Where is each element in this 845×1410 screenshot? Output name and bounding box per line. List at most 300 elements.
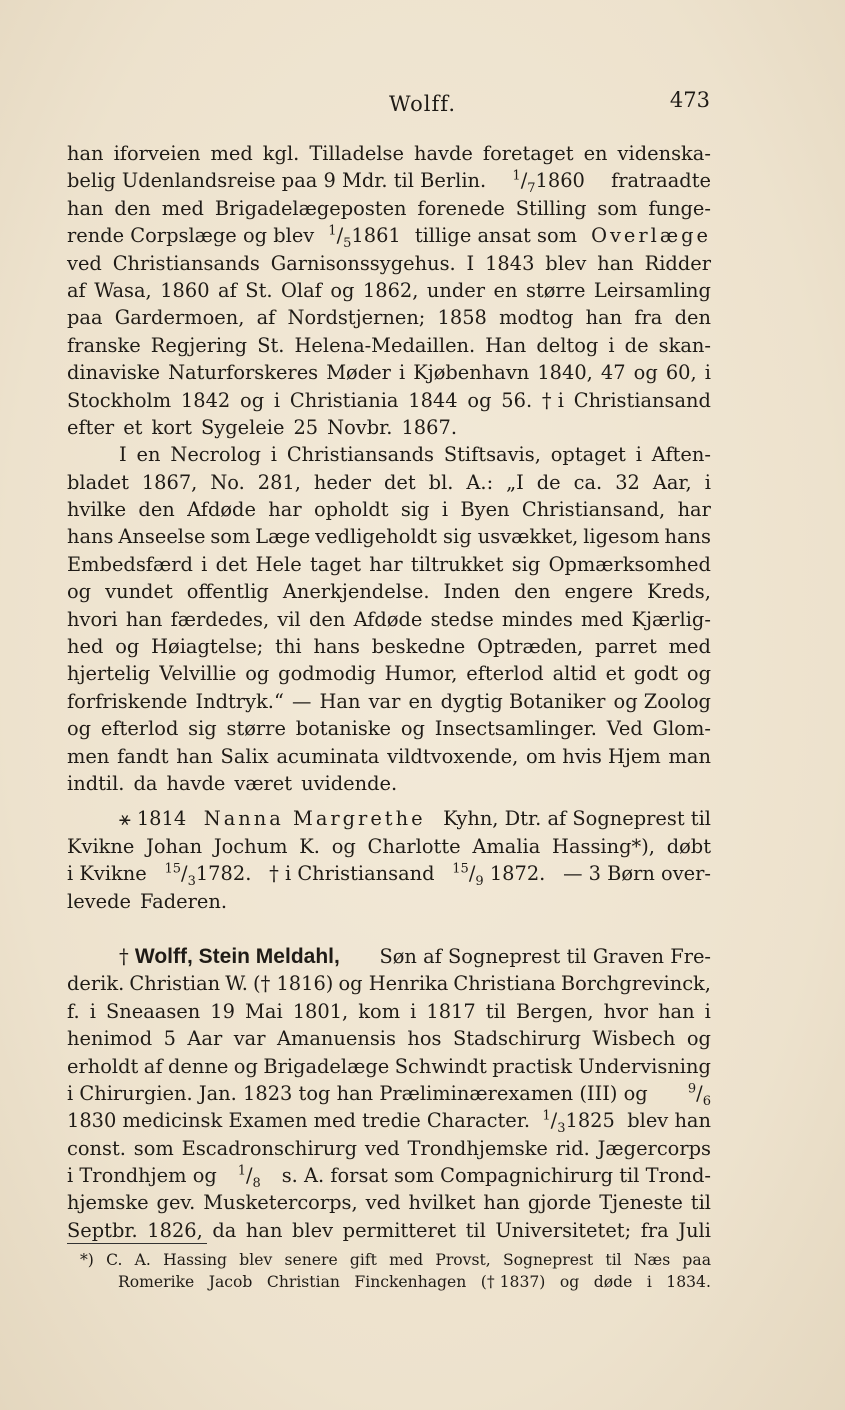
text-line [67, 743, 711, 770]
word: ved [67, 251, 102, 275]
word: Kreds, [647, 580, 711, 604]
word: Tilladelse [309, 142, 404, 165]
word: 1862, [362, 278, 419, 302]
text-line [67, 715, 711, 742]
word: Insectsamlinger. [434, 717, 597, 741]
word: Faderen. [140, 889, 227, 913]
word: Christiansands [286, 443, 434, 467]
word: Trond- [645, 1164, 711, 1188]
word: han [674, 1109, 711, 1133]
word: thi [275, 635, 302, 659]
word: døbt [666, 834, 711, 858]
word: til [690, 1191, 711, 1215]
word: Chirurgien. [79, 1081, 193, 1105]
word: optaget [550, 443, 626, 467]
word: fratraadte [611, 169, 711, 193]
word: godmodig [278, 662, 376, 686]
word: Bergen, [516, 999, 594, 1023]
word: som [597, 196, 638, 220]
word: heder [313, 470, 372, 494]
word: dygtig Botaniker [440, 689, 606, 713]
word: forfriskende [67, 689, 188, 713]
word: Compagnichirurg [440, 1164, 614, 1188]
word: Kjøbenhavn [413, 361, 530, 385]
word: han [176, 744, 213, 768]
word-group [67, 167, 486, 194]
text-line [67, 1025, 711, 1052]
word: 19 [210, 999, 235, 1023]
word: Corpslæge [130, 224, 237, 248]
word: 1801, [292, 999, 349, 1023]
word: Examen [228, 1109, 308, 1133]
word: beskedne [371, 635, 466, 659]
word: 1867. [401, 415, 457, 439]
date-fraction: $^9/_6$ [687, 1081, 711, 1109]
word: med [161, 196, 204, 220]
word: — [563, 862, 583, 886]
word: 1817 [426, 999, 476, 1023]
word: dinaviske [67, 361, 160, 385]
text-line [67, 1107, 711, 1137]
word-group [379, 943, 711, 970]
word: man [668, 744, 711, 768]
word: tog [298, 1081, 331, 1105]
word: med tredie [313, 1109, 421, 1133]
word: ⚹ [119, 807, 131, 831]
date-fraction: $^1/_8$ [237, 1163, 261, 1191]
word: Børn [607, 862, 655, 886]
word: et [605, 662, 625, 686]
word: han [483, 1191, 520, 1215]
word: Stiftsavis, [443, 443, 541, 467]
word: i [704, 361, 711, 385]
word: hed [67, 635, 104, 659]
word: i [67, 1164, 74, 1188]
word: modtog [499, 306, 574, 330]
word: om hvis Hjem [526, 744, 661, 768]
word: († 1837) [480, 1273, 546, 1291]
word: 60, [665, 361, 697, 385]
word: derik. [67, 972, 125, 996]
word: han [245, 1218, 283, 1242]
word: Aar [187, 1027, 223, 1051]
word: og [686, 662, 711, 686]
word: i [704, 470, 711, 494]
word: færdedes, [170, 607, 270, 631]
word: af [547, 807, 567, 831]
word: i [646, 1273, 652, 1291]
text-line [67, 551, 711, 578]
word: Garnisonssygehus. [270, 251, 456, 275]
word-group [443, 805, 711, 832]
word: hans [67, 525, 114, 549]
word: hjertelig [67, 662, 151, 686]
word: vil [277, 607, 301, 631]
text-line [67, 1162, 711, 1189]
word: et [123, 415, 143, 439]
text-line [67, 1217, 711, 1244]
word: Christiansand [573, 388, 711, 412]
word: 32 [615, 470, 640, 494]
word: Inden [443, 580, 501, 604]
word-group [119, 805, 186, 832]
word: til [566, 944, 587, 968]
word: Christian [266, 1273, 340, 1291]
word: Trondhjem [79, 1164, 187, 1188]
word: Kyhn, [443, 807, 499, 831]
word: Septbr. [67, 1218, 138, 1242]
word: levede [67, 889, 131, 913]
word: Jochum [213, 834, 288, 858]
word: Anerkjendelse. [282, 580, 430, 604]
word: 1830 [67, 1109, 117, 1133]
text-line [67, 970, 711, 997]
word: døde [593, 1273, 633, 1291]
word: 9 [323, 169, 336, 193]
word: Søn [379, 944, 417, 968]
word: paa [67, 306, 103, 330]
text-line [67, 660, 711, 687]
word: havde [413, 142, 473, 165]
word: Mdr. [342, 169, 388, 193]
word: C. [106, 1251, 123, 1269]
word: med [581, 607, 624, 631]
word: 56. [501, 388, 533, 412]
word: Charlotte [367, 834, 461, 858]
word: Afdøde [187, 498, 256, 522]
word: Tjeneste [599, 1191, 683, 1215]
word: til [690, 807, 711, 831]
word: Fre- [670, 944, 711, 968]
word: 5 [163, 1027, 176, 1051]
word: af [218, 278, 237, 302]
word: Leirsamling [593, 278, 711, 302]
word: han [336, 1081, 374, 1105]
word: Sygeleie [200, 415, 285, 439]
word: fra [640, 1218, 669, 1242]
word: ca. [573, 470, 603, 494]
word: foretaget [482, 142, 574, 165]
word: efterlod [100, 717, 179, 741]
word: Gardermoen, [114, 306, 245, 330]
word: været [234, 771, 293, 795]
text-line [67, 860, 711, 890]
word: men [67, 744, 110, 768]
word: franske [67, 333, 141, 357]
word: og [240, 388, 265, 412]
word: i [273, 388, 281, 412]
paragraph-2 [67, 441, 711, 797]
word: i [67, 1081, 74, 1105]
text-line [67, 140, 711, 167]
word: han [585, 306, 623, 330]
text-line [67, 469, 711, 496]
word: som [393, 1164, 434, 1188]
text-line [67, 167, 711, 197]
word: da [133, 771, 158, 795]
word: Møder [326, 361, 391, 385]
word: 281, [257, 470, 301, 494]
word: Christiansand [297, 862, 435, 886]
word: vildtvoxende, [387, 744, 519, 768]
word: var [368, 689, 401, 713]
word: kom [358, 999, 401, 1023]
paragraph-1 [67, 140, 711, 441]
word: sig [511, 552, 541, 576]
word: bl. [428, 470, 454, 494]
word: med [389, 1251, 424, 1269]
word: Romerike [118, 1273, 195, 1291]
text-line [67, 578, 711, 605]
word: stedse [430, 607, 494, 631]
word: ligesom [583, 525, 660, 549]
word: den [674, 306, 711, 330]
word: og [686, 1027, 711, 1051]
text-line [67, 888, 711, 915]
word: Provst, [435, 1251, 491, 1269]
word: Anseelse [118, 525, 206, 549]
word: blev [292, 1218, 334, 1242]
word: hvori [67, 607, 118, 631]
word: og Henrika [338, 972, 449, 996]
word: Character. [426, 1109, 531, 1133]
word: henimod [67, 1027, 153, 1051]
word: 1814 [136, 807, 187, 831]
word: paa [682, 1251, 711, 1269]
word-group [269, 860, 434, 887]
word: altid [552, 662, 597, 686]
word: belig [67, 169, 116, 193]
word: denne [167, 1054, 229, 1078]
word: opholdt [313, 498, 389, 522]
word: botaniske [295, 717, 392, 741]
paragraph-3 [67, 805, 711, 915]
word: større [226, 717, 286, 741]
word: i [67, 862, 74, 886]
footnote-line [80, 1271, 711, 1293]
word: Johan [146, 834, 203, 858]
word: Hassing [163, 1251, 228, 1269]
word: i [704, 999, 711, 1023]
word: Wisbech [592, 1027, 676, 1051]
date-fraction: $^{15}/_9$ 1872. [452, 861, 546, 890]
word: 1842 [180, 388, 231, 412]
text-line [67, 387, 711, 414]
text-line [67, 359, 711, 386]
word: erholdt [67, 1054, 139, 1078]
word: Han [319, 689, 361, 713]
word: Humor, [384, 662, 458, 686]
dagger-symbol: † [119, 944, 129, 968]
word: 1823 [243, 1081, 293, 1105]
word: vundet [105, 580, 173, 604]
word: Graven [592, 944, 665, 968]
text-line [67, 277, 711, 304]
word: rende [67, 224, 125, 248]
text-line [67, 195, 711, 222]
footnote-line [80, 1249, 711, 1271]
word: det [384, 470, 416, 494]
word: ved [364, 1136, 400, 1160]
word: en [408, 689, 433, 713]
word: til [619, 1164, 640, 1188]
word: senere [284, 1251, 338, 1269]
word-group [67, 1107, 530, 1134]
word: Byen [460, 498, 510, 522]
word: og [623, 1081, 648, 1105]
word: Indtryk.“ [195, 689, 284, 713]
word: Glom- [652, 717, 711, 741]
word: St. [245, 278, 273, 302]
word: tiltrukket [410, 552, 504, 576]
text-line [67, 222, 711, 252]
word: Necrolog [170, 443, 261, 467]
entry-name: Wolff, Stein Meldahl, [134, 944, 340, 968]
word: har [369, 552, 403, 576]
word: efterlod [466, 662, 544, 686]
date-fraction: $^1/_71860$ [512, 168, 585, 197]
biography-entry [67, 943, 711, 1244]
word-group [563, 860, 711, 887]
word: Sogneprest [502, 1251, 594, 1269]
word: Mai [245, 999, 283, 1023]
word: 3 [588, 862, 601, 886]
word: den [114, 196, 151, 220]
word: Salix [220, 744, 269, 768]
word: Musketercorps, [203, 1191, 358, 1215]
word: iforveien [113, 142, 201, 165]
word: permitteret [342, 1218, 457, 1242]
word: han [67, 196, 104, 220]
word: tillige [414, 224, 472, 248]
word: Amanuensis [276, 1027, 396, 1051]
date-fraction: $^1/_51861$ [328, 223, 401, 252]
word: A.: [466, 470, 494, 494]
text-line [67, 250, 711, 277]
word-group [67, 1162, 217, 1189]
word: gift [349, 1251, 377, 1269]
word: Nordstjernen; [287, 306, 426, 330]
word: med [668, 635, 711, 659]
text-line [67, 1135, 711, 1162]
word: † [269, 862, 279, 886]
word: Stockholm [67, 388, 172, 412]
word: Ridder [644, 251, 711, 275]
word: blev [273, 224, 315, 248]
word: efter [67, 415, 115, 439]
footnote-rule [67, 1243, 207, 1244]
page-number: 473 [669, 88, 710, 112]
word-group [67, 860, 147, 887]
word: og [233, 1054, 258, 1078]
word: og Zoolog [613, 689, 711, 713]
word: 1858 [437, 306, 487, 330]
word: K. [299, 834, 320, 858]
word: har [677, 498, 711, 522]
word: Christiansand, [521, 498, 666, 522]
word: i [398, 361, 406, 385]
word: I [119, 443, 127, 467]
word: har [268, 498, 302, 522]
word: const. [67, 1136, 126, 1160]
word: blev [239, 1251, 273, 1269]
word: Embedsfærd [67, 552, 193, 576]
word: en [583, 142, 608, 165]
word: Præliminærexamen [379, 1081, 574, 1105]
word: og [67, 580, 92, 604]
body-text [67, 140, 711, 1244]
word: de [624, 333, 649, 357]
word: og [242, 224, 268, 248]
footnote [80, 1249, 711, 1293]
word: han [658, 999, 695, 1023]
date-fraction: $^1/_31825$ [542, 1108, 615, 1137]
word: 1844 [408, 388, 458, 412]
word: blev [627, 1109, 669, 1133]
word: de [536, 470, 561, 494]
word: vedligeholdt sig usvækket, [315, 525, 579, 549]
word: i [284, 862, 292, 886]
word: Afdøde [353, 607, 423, 631]
word: Olaf [281, 278, 322, 302]
word: 1834. [666, 1273, 711, 1291]
word: Stilling [515, 196, 587, 220]
word: practisk Undervisning [492, 1054, 711, 1078]
word: Høiagtelse; [151, 635, 264, 659]
word: acuminata [276, 744, 380, 768]
word: Læge [255, 525, 311, 549]
word: til [605, 1251, 622, 1269]
word: ved [365, 1191, 401, 1215]
word: Naturforskeres [168, 361, 319, 385]
word: — [291, 689, 312, 713]
word: (III) [579, 1081, 618, 1105]
word: paa [281, 169, 318, 193]
word: kgl. [262, 142, 300, 165]
word: i [441, 498, 449, 522]
word: forenede [417, 196, 505, 220]
word: uvidende. [301, 771, 398, 795]
text-line [67, 998, 711, 1025]
word: Kvikne [79, 862, 147, 886]
text-line [67, 688, 711, 715]
word: indtil. [67, 771, 125, 795]
text-line [67, 805, 711, 832]
word: og [331, 834, 356, 858]
word: Jan. [198, 1081, 237, 1105]
word: og [115, 635, 140, 659]
word: og [400, 717, 425, 741]
word: videnska- [617, 142, 711, 165]
word: og [633, 361, 658, 385]
word: han [125, 607, 163, 631]
word: sig [188, 717, 217, 741]
spaced-emphasis: Overlæge [591, 224, 711, 248]
word: som [210, 525, 251, 549]
word: Jacob [208, 1273, 253, 1291]
word: Sogneprest [448, 944, 561, 968]
word: fra [634, 306, 663, 330]
word: og [330, 278, 355, 302]
word: 47 [600, 361, 626, 385]
text-line [67, 770, 711, 797]
word: af [67, 278, 86, 302]
word: 1840, [537, 361, 593, 385]
word: i [635, 443, 642, 467]
text-line [67, 1053, 711, 1080]
word: „I [506, 470, 524, 494]
word: godt [633, 662, 679, 686]
